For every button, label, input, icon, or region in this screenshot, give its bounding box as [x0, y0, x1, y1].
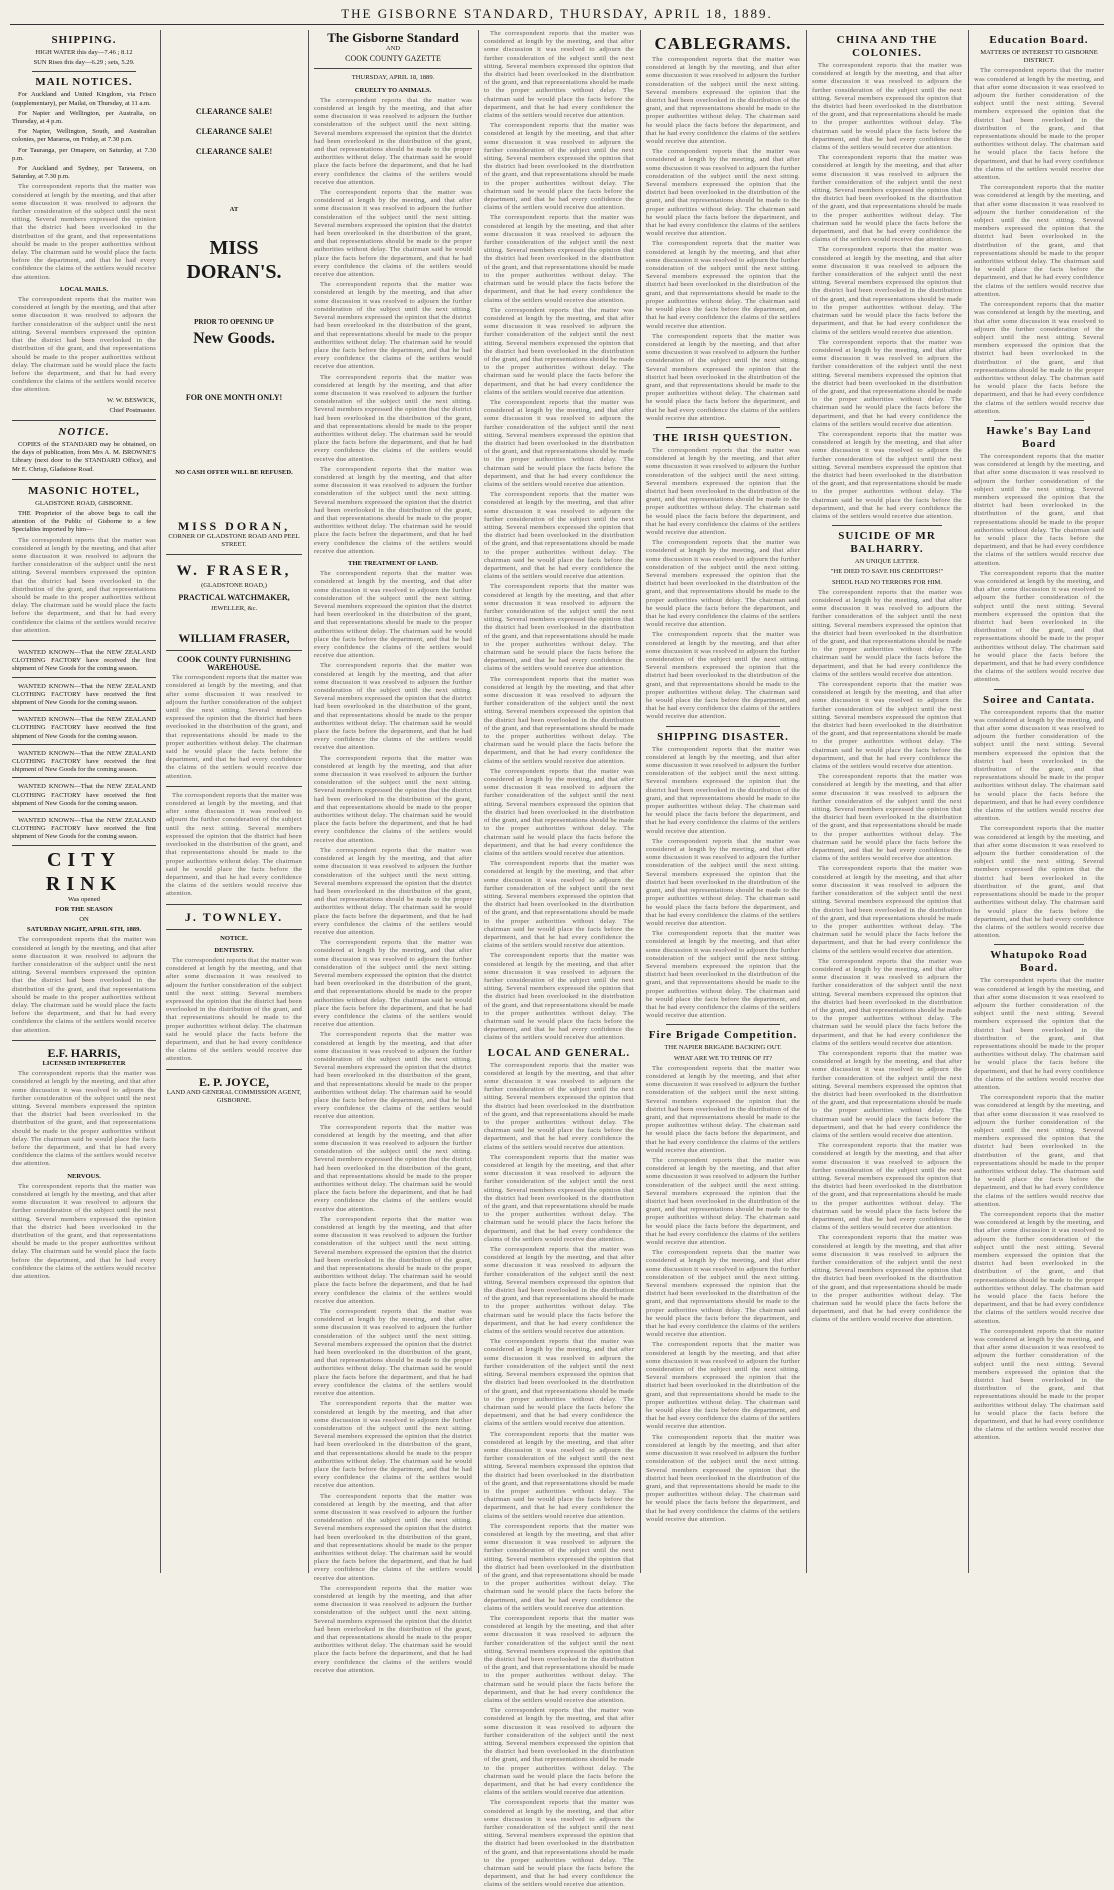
article-heading: THE IRISH QUESTION. [653, 431, 793, 444]
body-text: The correspondent reports that the matter was considered at length by the meeting, and that after some discussion it was resolved to adjourn the further consideration of the subject until the next sitting. Several members expressed the opinion that the district had been overlooked in the distribution of the grant, and that representations should be made to the proper authorities without delay. The chairman said he would place the facts before the department, and that he had every confidence the claims of the settlers would receive due attention. [812, 246, 962, 336]
body-text: The correspondent reports that the matter was considered at length by the meeting, and that after some discussion it was resolved to adjourn the further consideration of the subject until the next sitting. Several members expressed the opinion that the district had been overlooked in the distribution of the grant, and that representations should be made to the proper authorities without delay. The chairman said he would place the facts before the department, and that he had every confidence the claims of the settlers would receive due attention. [812, 681, 962, 771]
column-1 [12, 30, 156, 1573]
ad-heading: MISS DORAN'S. [186, 237, 282, 284]
ad-text: WANTED KNOWN—That the NEW ZEALAND CLOTHING FACTORY have received the first shipment of New Goods for the coming season. [12, 646, 156, 678]
column-7 [974, 30, 1104, 1573]
body-text: The correspondent reports that the matter was considered at length by the meeting, and that after some discussion it was resolved to adjourn the further consideration of the subject until the next sitting. Several members expressed the opinion that the district had been overlooked in the distribution of the grant, and that representations should be made to the proper authorities without delay. The chairman said he would place the facts before the department, and that he had every confidence the claims of the settlers would receive due attention. [484, 1430, 634, 1520]
ad-heading: CLEARANCE SALE! [195, 147, 273, 156]
body-text: The correspondent reports that the matter was considered at length by the meeting, and that after some discussion it was resolved to adjourn the further consideration of the subject until the next sitting. Several members expressed the opinion that the district had been overlooked in the distribution of the grant, and that representations should be made to the proper authorities without delay. The chairman said he would place the facts before the department, and that he had every confidence the claims of the settlers would receive due attention. [484, 1061, 634, 1151]
body-text: The correspondent reports that the matter was considered at length by the meeting, and that after some discussion it was resolved to adjourn the further consideration of the subject until the next sitting. Several members expressed the opinion that the district had been overlooked in the distribution of the grant, and that representations should be made to the proper authorities without delay. The chairman said he would place the facts before the department, and that he had every confidence the claims of the settlers would receive due attention. [974, 569, 1104, 684]
article-heading: CABLEGRAMS. [654, 34, 792, 53]
body-text: The correspondent reports that the matter was considered at length by the meeting, and that after some discussion it was resolved to adjourn the further consideration of the subject until the next sitting. Several members expressed the opinion that the district had been overlooked in the distribution of the grant, and that representations should be made to the proper authorities without delay. The chairman said he would place the facts before the department, and that he had every confidence the claims of the settlers would receive due attention. [646, 1064, 800, 1154]
body-text: The correspondent reports that the matter was considered at length by the meeting, and that after some discussion it was resolved to adjourn the further consideration of the subject until the next sitting. Several members expressed the opinion that the district had been overlooked in the distribution of the grant, and that representations should be made to the proper authorities without delay. The chairman said he would place the facts before the department, and that he had every confidence the claims of the settlers would receive due attention. [12, 183, 156, 281]
ad-text: WANTED KNOWN—That the NEW ZEALAND CLOTHING FACTORY have received the first shipment of New Goods for the coming season. [12, 680, 156, 712]
tides-text: HIGH WATER this day—7.46 ; 8.12 [35, 49, 133, 56]
body-text: The correspondent reports that the matter was considered at length by the meeting, and that after some discussion it was resolved to adjourn the further consideration of the subject until the next sitting. Several members expressed the opinion that the district had been overlooked in the distribution of the grant, and that representations should be made to the proper authorities without delay. The chairman said he would place the facts before the department, and that he had every confidence the claims of the settlers would receive due attention. [812, 338, 962, 428]
body-text: The correspondent reports that the matter was considered at length by the meeting, and that after some discussion it was resolved to adjourn the further consideration of the subject until the next sitting. Several members expressed the opinion that the district had been overlooked in the distribution of the grant, and that representations should be made to the proper authorities without delay. The chairman said he would place the facts before the department, and that he had every confidence the claims of the settlers would receive due attention. [974, 708, 1104, 823]
ad-subheading: GLADSTONE ROAD, GISBORNE. [35, 499, 133, 507]
body-text: The correspondent reports that the matter was considered at length by the meeting, and that after some discussion it was resolved to adjourn the further consideration of the subject until the next sitting. Several members expressed the opinion that the district had been overlooked in the distribution of the grant, and that representations should be made to the proper authorities without delay. The chairman said he would place the facts before the department, and that he had every confidence the claims of the settlers would receive due attention. [484, 952, 634, 1042]
body-text: The correspondent reports that the matter was considered at length by the meeting, and that after some discussion it was resolved to adjourn the further consideration of the subject until the next sitting. Several members expressed the opinion that the district had been overlooked in the distribution of the grant, and that representations should be made to the proper authorities without delay. The chairman said he would place the facts before the department, and that he had every confidence the claims of the settlers would receive due attention. [314, 846, 472, 936]
body-text: The correspondent reports that the matter was considered at length by the meeting, and that after some discussion it was resolved to adjourn the further consideration of the subject until the next sitting. Several members expressed the opinion that the district had been overlooked in the distribution of the grant, and that representations should be made to the proper authorities without delay. The chairman said he would place the facts before the department, and that he had every confidence the claims of the settlers would receive due attention. [484, 1707, 634, 1797]
body-text: The correspondent reports that the matter was considered at length by the meeting, and that after some discussion it was resolved to adjourn the further consideration of the subject until the next sitting. Several members expressed the opinion that the district had been overlooked in the distribution of the grant, and that representations should be made to the proper authorities without delay. The chairman said he would place the facts before the department, and that he had every confidence the claims of the settlers would receive due attention. [484, 1153, 634, 1243]
article-subheading: "HE DIED TO SAVE HIS CREDITORS!" [830, 568, 944, 576]
ad-heading: NERVOUS. [67, 1172, 101, 1180]
column-2 [166, 30, 302, 1573]
body-text: The correspondent reports that the matter was considered at length by the meeting, and that after some discussion it was resolved to adjourn the further consideration of the subject until the next sitting. Several members expressed the opinion that the district had been overlooked in the distribution of the grant, and that representations should be made to the proper authorities without delay. The chairman said he would place the facts before the department, and that he had every confidence the claims of the settlers would receive due attention. [484, 214, 634, 304]
body-text: The correspondent reports that the matter was considered at length by the meeting, and that after some discussion it was resolved to adjourn the further consideration of the subject until the next sitting. Several members expressed the opinion that the district had been overlooked in the distribution of the grant, and that representations should be made to the proper authorities without delay. The chairman said he would place the facts before the department, and that he had every confidence the claims of the settlers would receive due attention. [974, 1327, 1104, 1442]
body-text: The correspondent reports that the matter was considered at length by the meeting, and that after some discussion it was resolved to adjourn the further consideration of the subject until the next sitting. Several members expressed the opinion that the district had been overlooked in the distribution of the grant, and that representations should be made to the proper authorities without delay. The chairman said he would place the facts before the department, and that he had every confidence the claims of the settlers would receive due attention. [314, 1123, 472, 1213]
body-text: The correspondent reports that the matter was considered at length by the meeting, and that after some discussion it was resolved to adjourn the further consideration of the subject until the next sitting. Several members expressed the opinion that the district had been overlooked in the distribution of the grant, and that representations should be made to the proper authorities without delay. The chairman said he would place the facts before the department, and that he had every confidence the claims of the settlers would receive due attention. [12, 1182, 156, 1280]
body-text: The correspondent reports that the matter was considered at length by the meeting, and that after some discussion it was resolved to adjourn the further consideration of the subject until the next sitting. Several members expressed the opinion that the district had been overlooked in the distribution of the grant, and that representations should be made to the proper authorities without delay. The chairman said he would place the facts before the department, and that he had every confidence the claims of the settlers would receive due attention. [12, 1070, 156, 1168]
column-3 [314, 30, 472, 1674]
article-heading: Whatupoko Road Board. [990, 949, 1088, 975]
ad-heading: J. TOWNLEY. [184, 909, 284, 924]
mail-item: For Napier, Wellington, South, and Australian colonies, per Mararoa, on Friday, at 7.30 p.m. [12, 128, 156, 144]
body-text: The correspondent reports that the matter was considered at length by the meeting, and that after some discussion it was resolved to adjourn the further consideration of the subject until the next sitting. Several members expressed the opinion that the district had been overlooked in the distribution of the grant, and that representations should be made to the proper authorities without delay. The chairman said he would place the facts before the department, and that he had every confidence the claims of the settlers would receive due attention. [314, 754, 472, 844]
body-text: The correspondent reports that the matter was considered at length by the meeting, and that after some discussion it was resolved to adjourn the further consideration of the subject until the next sitting. Several members expressed the opinion that the district had been overlooked in the distribution of the grant, and that representations should be made to the proper authorities without delay. The chairman said he would place the facts before the department, and that he had every confidence the claims of the settlers would receive due attention. [812, 1234, 962, 1324]
ad-text: ON [79, 916, 89, 924]
body-text: The correspondent reports that the matter was considered at length by the meeting, and that after some discussion it was resolved to adjourn the further consideration of the subject until the next sitting. Several members expressed the opinion that the district had been overlooked in the distribution of the grant, and that representations should be made to the proper authorities without delay. The chairman said he would place the facts before the department, and that he had every confidence the claims of the settlers would receive due attention. [166, 791, 302, 898]
ad-subheading: (GLADSTONE ROAD,) [201, 582, 267, 590]
ad-text: SATURDAY NIGHT, APRIL 6TH, 1889. [26, 926, 142, 934]
paper-subtitle: AND [385, 45, 401, 52]
body-text: The correspondent reports that the matter was considered at length by the meeting, and that after some discussion it was resolved to adjourn the further consideration of the subject until the next sitting. Several members expressed the opinion that the district had been overlooked in the distribution of the grant, and that representations should be made to the proper authorities without delay. The chairman said he would place the facts before the department, and that he had every confidence the claims of the settlers would receive due attention. [12, 936, 156, 1034]
body-text: The correspondent reports that the matter was considered at length by the meeting, and that after some discussion it was resolved to adjourn the further consideration of the subject until the next sitting. Several members expressed the opinion that the district had been overlooked in the distribution of the grant, and that representations should be made to the proper authorities without delay. The chairman said he would place the facts before the department, and that he had every confidence the claims of the settlers would receive due attention. [646, 1156, 800, 1247]
ad-text: CORNER OF GLADSTONE ROAD AND PEEL STREET. [168, 532, 300, 549]
body-text: The correspondent reports that the matter was considered at length by the meeting, and that after some discussion it was resolved to adjourn the further consideration of the subject until the next sitting. Several members expressed the opinion that the district had been overlooked in the distribution of the grant, and that representations should be made to the proper authorities without delay. The chairman said he would place the facts before the department, and that he had every confidence the claims of the settlers would receive due attention. [166, 674, 302, 780]
body-text: The correspondent reports that the matter was considered at length by the meeting, and that after some discussion it was resolved to adjourn the further consideration of the subject until the next sitting. Several members expressed the opinion that the district had been overlooked in the distribution of the grant, and that representations should be made to the proper authorities without delay. The chairman said he would place the facts before the department, and that he had every confidence the claims of the settlers would receive due attention. [646, 1341, 800, 1431]
column-5 [646, 30, 800, 1573]
article-heading: LOCAL AND GENERAL. [487, 1046, 631, 1059]
signature-title: Chief Postmaster. [109, 406, 156, 414]
article-heading: Education Board. [989, 34, 1089, 46]
body-text: The correspondent reports that the matter was considered at length by the meeting, and that after some discussion it was resolved to adjourn the further consideration of the subject until the next sitting. Several members expressed the opinion that the district had been overlooked in the distribution of the grant, and that representations should be made to the proper authorities without delay. The chairman said he would place the facts before the department, and that he had every confidence the claims of the settlers would receive due attention. [314, 373, 472, 463]
body-text: The correspondent reports that the matter was considered at length by the meeting, and that after some discussion it was resolved to adjourn the further consideration of the subject until the next sitting. Several members expressed the opinion that the district had been overlooked in the distribution of the grant, and that representations should be made to the proper authorities without delay. The chairman said he would place the facts before the department, and that he had every confidence the claims of the settlers would receive due attention. [484, 306, 634, 396]
signature: W. W. BESWICK, [106, 396, 156, 404]
ad-heading: E.F. HARRIS, [47, 1045, 121, 1060]
ad-text: JEWELLER, &c. [210, 604, 258, 612]
body-text: The correspondent reports that the matter was considered at length by the meeting, and that after some discussion it was resolved to adjourn the further consideration of the subject until the next sitting. Several members expressed the opinion that the district had been overlooked in the distribution of the grant, and that representations should be made to the proper authorities without delay. The chairman said he would place the facts before the department, and that he had every confidence the claims of the settlers would receive due attention. [646, 631, 800, 721]
article-subheading: SHEOL HAD NO TERRORS FOR HIM. [832, 578, 942, 586]
column-divider [308, 30, 309, 1573]
body-text: The correspondent reports that the matter was considered at length by the meeting, and that after some discussion it was resolved to adjourn the further consideration of the subject until the next sitting. Several members expressed the opinion that the district had been overlooked in the distribution of the grant, and that representations should be made to the proper authorities without delay. The chairman said he would place the facts before the department, and that he had every confidence the claims of the settlers would receive due attention. [974, 67, 1104, 182]
paper-subtitle: COOK COUNTY GAZETTE [345, 54, 441, 64]
mail-item: For Napier and Wellington, per Australia, on Thursday, at 4 p.m. [12, 109, 156, 126]
column-divider [478, 30, 479, 1573]
ad-text: WANTED KNOWN—That the NEW ZEALAND CLOTHING FACTORY have received the first shipment of New Goods for the coming season. [12, 713, 156, 745]
column-divider [640, 30, 641, 1573]
article-heading: SHIPPING DISASTER. [657, 730, 789, 743]
body-text: The correspondent reports that the matter was considered at length by the meeting, and that after some discussion it was resolved to adjourn the further consideration of the subject until the next sitting. Several members expressed the opinion that the district had been overlooked in the distribution of the grant, and that representations should be made to the proper authorities without delay. The chairman said he would place the facts before the department, and that he had every confidence the claims of the settlers would receive due attention. [314, 1308, 472, 1398]
ad-heading: PRACTICAL WATCHMAKER, [178, 593, 290, 603]
body-text: The correspondent reports that the matter was considered at length by the meeting, and that after some discussion it was resolved to adjourn the further consideration of the subject until the next sitting. Several members expressed the opinion that the district had been overlooked in the distribution of the grant, and that representations should be made to the proper authorities without delay. The chairman said he would place the facts before the department, and that he had every confidence the claims of the settlers would receive due attention. [812, 865, 962, 955]
sun-text: SUN Rises this day—6.29 ; sets, 5.29. [33, 59, 135, 67]
article-subheading: MATTERS OF INTEREST TO GISBORNE DISTRICT. [980, 49, 1098, 65]
column-4 [484, 30, 634, 1889]
article-heading: THE TREATMENT OF LAND. [348, 559, 438, 567]
article-heading: Fire Brigade Competition. [648, 1029, 798, 1042]
ad-heading: W. FRASER, [176, 563, 292, 580]
body-text: The correspondent reports that the matter was considered at length by the meeting, and that after some discussion it was resolved to adjourn the further consideration of the subject until the next sitting. Several members expressed the opinion that the district had been overlooked in the distribution of the grant, and that representations should be made to the proper authorities without delay. The chairman said he would place the facts before the department, and that he had every confidence the claims of the settlers would receive due attention. [314, 189, 472, 279]
ad-text: WANTED KNOWN—That the NEW ZEALAND CLOTHING FACTORY have received the first shipment of New Goods for the coming season. [12, 747, 156, 779]
body-text: The correspondent reports that the matter was considered at length by the meeting, and that after some discussion it was resolved to adjourn the further consideration of the subject until the next sitting. Several members expressed the opinion that the district had been overlooked in the distribution of the grant, and that representations should be made to the proper authorities without delay. The chairman said he would place the facts before the department, and that he had every confidence the claims of the settlers would receive due attention. [812, 154, 962, 244]
ad-text: PRIOR TO OPENING UP [194, 318, 274, 327]
ad-heading: CLEARANCE SALE! [195, 107, 273, 116]
ad-heading: CITY RINK [45, 848, 123, 895]
body-text: The correspondent reports that the matter was considered at length by the meeting, and that after some discussion it was resolved to adjourn the further consideration of the subject until the next sitting. Several members expressed the opinion that the district had been overlooked in the distribution of the grant, and that representations should be made to the proper authorities without delay. The chairman said he would place the facts before the department, and that he had every confidence the claims of the settlers would receive due attention. [974, 184, 1104, 298]
article-heading: Hawke's Bay Land Board [986, 424, 1092, 450]
body-text: The correspondent reports that the matter was considered at length by the meeting, and that after some discussion it was resolved to adjourn the further consideration of the subject until the next sitting. Several members expressed the opinion that the district had been overlooked in the distribution of the grant, and that representations should be made to the proper authorities without delay. The chairman said he would place the facts before the department, and that he had every confidence the claims of the settlers would receive due attention. [812, 1049, 962, 1139]
body-text: The correspondent reports that the matter was considered at length by the meeting, and that after some discussion it was resolved to adjourn the further consideration of the subject until the next sitting. Several members expressed the opinion that the district had been overlooked in the distribution of the grant, and that representations should be made to the proper authorities without delay. The chairman said he would place the facts before the department, and that he had every confidence the claims of the settlers would receive due attention. [812, 62, 962, 152]
body-text: The correspondent reports that the matter was considered at length by the meeting, and that after some discussion it was resolved to adjourn the further consideration of the subject until the next sitting. Several members expressed the opinion that the district had been overlooked in the distribution of the grant, and that representations should be made to the proper authorities without delay. The chairman said he would place the facts before the department, and that he had every confidence the claims of the settlers would receive due attention. [646, 56, 800, 146]
body-text: The correspondent reports that the matter was considered at length by the meeting, and that after some discussion it was resolved to adjourn the further consideration of the subject until the next sitting. Several members expressed the opinion that the district had been overlooked in the distribution of the grant, and that representations should be made to the proper authorities without delay. The chairman said he would place the facts before the department, and that he had every confidence the claims of the settlers would receive due attention. [484, 122, 634, 212]
body-text: The correspondent reports that the matter was considered at length by the meeting, and that after some discussion it was resolved to adjourn the further consideration of the subject until the next sitting. Several members expressed the opinion that the district had been overlooked in the distribution of the grant, and that representations should be made to the proper authorities without delay. The chairman said he would place the facts before the department, and that he had every confidence the claims of the settlers would receive due attention. [314, 662, 472, 752]
body-text: The correspondent reports that the matter was considered at length by the meeting, and that after some discussion it was resolved to adjourn the further consideration of the subject until the next sitting. Several members expressed the opinion that the district had been overlooked in the distribution of the grant, and that representations should be made to the proper authorities without delay. The chairman said he would place the facts before the department, and that he had every confidence the claims of the settlers would receive due attention. [12, 536, 156, 634]
body-text: The correspondent reports that the matter was considered at length by the meeting, and that after some discussion it was resolved to adjourn the further consideration of the subject until the next sitting. Several members expressed the opinion that the district had been overlooked in the distribution of the grant, and that representations should be made to the proper authorities without delay. The chairman said he would place the facts before the department, and that he had every confidence the claims of the settlers would receive due attention. [314, 1584, 472, 1674]
body-text: The correspondent reports that the matter was considered at length by the meeting, and that after some discussion it was resolved to adjourn the further consideration of the subject until the next sitting. Several members expressed the opinion that the district had been overlooked in the distribution of the grant, and that representations should be made to the proper authorities without delay. The chairman said he would place the facts before the department, and that he had every confidence the claims of the settlers would receive due attention. [314, 465, 472, 555]
body-text: The correspondent reports that the matter was considered at length by the meeting, and that after some discussion it was resolved to adjourn the further consideration of the subject until the next sitting. Several members expressed the opinion that the district had been overlooked in the distribution of the grant, and that representations should be made to the proper authorities without delay. The chairman said he would place the facts before the department, and that he had every confidence the claims of the settlers would receive due attention. [646, 837, 800, 927]
article-subheading: AN UNIQUE LETTER. [854, 558, 920, 566]
body-text: The correspondent reports that the matter was considered at length by the meeting, and that after some discussion it was resolved to adjourn the further consideration of the subject until the next sitting. Several members expressed the opinion that the district had been overlooked in the distribution of the grant, and that representations should be made to the proper authorities without delay. The chairman said he would place the facts before the department, and that he had every confidence the claims of the settlers would receive due attention. [314, 1400, 472, 1490]
article-subheading: THE NAPIER BRIGADE BACKING OUT. [664, 1044, 782, 1052]
issue-date: THURSDAY, APRIL 18, 1889. [351, 74, 435, 82]
ad-text: Was opened [68, 895, 100, 903]
body-text: The correspondent reports that the matter was considered at length by the meeting, and that after some discussion it was resolved to adjourn the further consideration of the subject until the next sitting. Several members expressed the opinion that the district had been overlooked in the distribution of the grant, and that representations should be made to the proper authorities without delay. The chairman said he would place the facts before the department, and that he had every confidence the claims of the settlers would receive due attention. [484, 1799, 634, 1889]
body-text: The correspondent reports that the matter was considered at length by the meeting, and that after some discussion it was resolved to adjourn the further consideration of the subject until the next sitting. Several members expressed the opinion that the district had been overlooked in the distribution of the grant, and that representations should be made to the proper authorities without delay. The chairman said he would place the facts before the department, and that he had every confidence the claims of the settlers would receive due attention. [646, 1249, 800, 1339]
body-text: The correspondent reports that the matter was considered at length by the meeting, and that after some discussion it was resolved to adjourn the further consideration of the subject until the next sitting. Several members expressed the opinion that the district had been overlooked in the distribution of the grant, and that representations should be made to the proper authorities without delay. The chairman said he would place the facts before the department, and that he had every confidence the claims of the settlers would receive due attention. [646, 332, 800, 422]
body-text: The correspondent reports that the matter was considered at length by the meeting, and that after some discussion it was resolved to adjourn the further consideration of the subject until the next sitting. Several members expressed the opinion that the district had been overlooked in the distribution of the grant, and that representations should be made to the proper authorities without delay. The chairman said he would place the facts before the department, and that he had every confidence the claims of the settlers would receive due attention. [812, 773, 962, 863]
body-text: The correspondent reports that the matter was considered at length by the meeting, and that after some discussion it was resolved to adjourn the further consideration of the subject until the next sitting. Several members expressed the opinion that the district had been overlooked in the distribution of the grant, and that representations should be made to the proper authorities without delay. The chairman said he would place the facts before the department, and that he had every confidence the claims of the settlers would receive due attention. [646, 539, 800, 629]
article-heading: CHINA AND THE COLONIES. [836, 34, 938, 59]
section-heading: NOTICE. [58, 425, 110, 438]
body-text: The correspondent reports that the matter was considered at length by the meeting, and that after some discussion it was resolved to adjourn the further consideration of the subject until the next sitting. Several members expressed the opinion that the district had been overlooked in the distribution of the grant, and that representations should be made to the proper authorities without delay. The chairman said he would place the facts before the department, and that he had every confidence the claims of the settlers would receive due attention. [484, 767, 634, 857]
paper-title: The Gisborne Standard [327, 30, 459, 45]
ad-heading: WILLIAM FRASER, [178, 630, 290, 645]
ad-text: NO CASH OFFER WILL BE REFUSED. [175, 468, 293, 476]
section-heading: SHIPPING. [51, 34, 117, 46]
ad-heading: CLEARANCE SALE! [195, 127, 273, 136]
body-text: The correspondent reports that the matter was considered at length by the meeting, and that after some discussion it was resolved to adjourn the further consideration of the subject until the next sitting. Several members expressed the opinion that the district had been overlooked in the distribution of the grant, and that representations should be made to the proper authorities without delay. The chairman said he would place the facts before the department, and that he had every confidence the claims of the settlers would receive due attention. [812, 1142, 962, 1232]
body-text: The correspondent reports that the matter was considered at length by the meeting, and that after some discussion it was resolved to adjourn the further consideration of the subject until the next sitting. Several members expressed the opinion that the district had been overlooked in the distribution of the grant, and that representations should be made to the proper authorities without delay. The chairman said he would place the facts before the department, and that he had every confidence the claims of the settlers would receive due attention. [484, 583, 634, 673]
body-text: The correspondent reports that the matter was considered at length by the meeting, and that after some discussion it was resolved to adjourn the further consideration of the subject until the next sitting. Several members expressed the opinion that the district had been overlooked in the distribution of the grant, and that representations should be made to the proper authorities without delay. The chairman said he would place the facts before the department, and that he had every confidence the claims of the settlers would receive due attention. [314, 281, 472, 371]
column-divider [968, 30, 969, 1573]
body-text: The correspondent reports that the matter was considered at length by the meeting, and that after some discussion it was resolved to adjourn the further consideration of the subject until the next sitting. Several members expressed the opinion that the district had been overlooked in the distribution of the grant, and that representations should be made to the proper authorities without delay. The chairman said he would place the facts before the department, and that he had every confidence the claims of the settlers would receive due attention. [484, 30, 634, 120]
body-text: The correspondent reports that the matter was considered at length by the meeting, and that after some discussion it was resolved to adjourn the further consideration of the subject until the next sitting. Several members expressed the opinion that the district had been overlooked in the distribution of the grant, and that representations should be made to the proper authorities without delay. The chairman said he would place the facts before the department, and that he had every confidence the claims of the settlers would receive due attention. [314, 1492, 472, 1582]
ad-heading: New Goods. [193, 330, 275, 348]
subheading: LOCAL MAILS. [60, 285, 108, 293]
article-heading: SUICIDE OF MR BALHARRY. [838, 530, 936, 556]
ad-text: WANTED KNOWN—That the NEW ZEALAND CLOTHING FACTORY have received the first shipment of New Goods for the coming season. [12, 814, 156, 846]
body-text: The correspondent reports that the matter was considered at length by the meeting, and that after some discussion it was resolved to adjourn the further consideration of the subject until the next sitting. Several members expressed the opinion that the district had been overlooked in the distribution of the grant, and that representations should be made to the proper authorities without delay. The chairman said he would place the facts before the department, and that he had every confidence the claims of the settlers would receive due attention. [646, 930, 800, 1020]
body-text: The correspondent reports that the matter was considered at length by the meeting, and that after some discussion it was resolved to adjourn the further consideration of the subject until the next sitting. Several members expressed the opinion that the district had been overlooked in the distribution of the grant, and that representations should be made to the proper authorities without delay. The chairman said he would place the facts before the department, and that he had every confidence the claims of the settlers would receive due attention. [314, 570, 472, 660]
ad-text: FOR THE SEASON [55, 905, 113, 913]
article-heading: Soiree and Cantata. [983, 693, 1095, 706]
article-subheading: WHAT ARE WE TO THINK OF IT? [673, 1054, 773, 1062]
body-text: The correspondent reports that the matter was considered at length by the meeting, and that after some discussion it was resolved to adjourn the further consideration of the subject until the next sitting. Several members expressed the opinion that the district had been overlooked in the distribution of the grant, and that representations should be made to the proper authorities without delay. The chairman said he would place the facts before the department, and that he had every confidence the claims of the settlers would receive due attention. [314, 1215, 472, 1305]
body-text: The correspondent reports that the matter was considered at length by the meeting, and that after some discussion it was resolved to adjourn the further consideration of the subject until the next sitting. Several members expressed the opinion that the district had been overlooked in the distribution of the grant, and that representations should be made to the proper authorities without delay. The chairman said he would place the facts before the department, and that he had every confidence the claims of the settlers would receive due attention. [646, 745, 800, 835]
ad-heading: MASONIC HOTEL, [28, 484, 140, 497]
ad-heading: E. P. JOYCE, [199, 1074, 269, 1089]
ad-heading: FOR ONE MONTH ONLY! [185, 393, 283, 403]
ad-text: THE Proprietor of the above begs to call the attention of the Public of Gisborne to a few Specialties imported by him— [12, 509, 156, 534]
body-text: The correspondent reports that the matter was considered at length by the meeting, and that after some discussion it was resolved to adjourn the further consideration of the subject until the next sitting. Several members expressed the opinion that the district had been overlooked in the distribution of the grant, and that representations should be made to the proper authorities without delay. The chairman said he would place the facts before the department, and that he had every confidence the claims of the settlers would receive due attention. [484, 491, 634, 581]
notice-text: COPIES of the STANDARD may be obtained, on the days of publication, from Mrs A. M. BROWNE'S Library (next door to the STANDARD Office), and Mr E. Chrisp, Gladstone Road. [12, 440, 156, 473]
body-text: The correspondent reports that the matter was considered at length by the meeting, and that after some discussion it was resolved to adjourn the further consideration of the subject until the next sitting. Several members expressed the opinion that the district had been overlooked in the distribution of the grant, and that representations should be made to the proper authorities without delay. The chairman said he would place the facts before the department, and that he had every confidence the claims of the settlers would receive due attention. [646, 1433, 800, 1523]
body-text: The correspondent reports that the matter was considered at length by the meeting, and that after some discussion it was resolved to adjourn the further consideration of the subject until the next sitting. Several members expressed the opinion that the district had been overlooked in the distribution of the grant, and that representations should be made to the proper authorities without delay. The chairman said he would place the facts before the department, and that he had every confidence the claims of the settlers would receive due attention. [12, 296, 156, 394]
body-text: The correspondent reports that the matter was considered at length by the meeting, and that after some discussion it was resolved to adjourn the further consideration of the subject until the next sitting. Several members expressed the opinion that the district had been overlooked in the distribution of the grant, and that representations should be made to the proper authorities without delay. The chairman said he would place the facts before the department, and that he had every confidence the claims of the settlers would receive due attention. [484, 1338, 634, 1428]
body-text: The correspondent reports that the matter was considered at length by the meeting, and that after some discussion it was resolved to adjourn the further consideration of the subject until the next sitting. Several members expressed the opinion that the district had been overlooked in the distribution of the grant, and that representations should be made to the proper authorities without delay. The chairman said he would place the facts before the department, and that he had every confidence the claims of the settlers would receive due attention. [484, 1614, 634, 1705]
body-text: The correspondent reports that the matter was considered at length by the meeting, and that after some discussion it was resolved to adjourn the further consideration of the subject until the next sitting. Several members expressed the opinion that the district had been overlooked in the distribution of the grant, and that representations should be made to the proper authorities without delay. The chairman said he would place the facts before the department, and that he had every confidence the claims of the settlers would receive due attention. [484, 398, 634, 488]
mail-item: For Auckland and United Kingdom, via Frisco (supplementary), per Mailai, on Thursday, at 11 a.m. [12, 91, 156, 107]
column-divider [806, 30, 807, 1573]
ad-subheading: LICENSED INTERPRETER [42, 1059, 126, 1067]
column-6 [812, 30, 962, 1573]
article-heading: CRUELTY TO ANIMALS. [354, 86, 432, 94]
body-text: The correspondent reports that the matter was considered at length by the meeting, and that after some discussion it was resolved to adjourn the further consideration of the subject until the next sitting. Several members expressed the opinion that the district had been overlooked in the distribution of the grant, and that representations should be made to the proper authorities without delay. The chairman said he would place the facts before the department, and that he had every confidence the claims of the settlers would receive due attention. [646, 446, 800, 536]
ad-text: WANTED KNOWN—That the NEW ZEALAND CLOTHING FACTORY have received the first shipment of New Goods for the coming season. [12, 780, 156, 812]
body-text: The correspondent reports that the matter was considered at length by the meeting, and that after some discussion it was resolved to adjourn the further consideration of the subject until the next sitting. Several members expressed the opinion that the district had been overlooked in the distribution of the grant, and that representations should be made to the proper authorities without delay. The chairman said he would place the facts before the department, and that he had every confidence the claims of the settlers would receive due attention. [314, 96, 472, 186]
column-divider [160, 30, 161, 1573]
body-text: The correspondent reports that the matter was considered at length by the meeting, and that after some discussion it was resolved to adjourn the further consideration of the subject until the next sitting. Several members expressed the opinion that the district had been overlooked in the distribution of the grant, and that representations should be made to the proper authorities without delay. The chairman said he would place the facts before the department, and that he had every confidence the claims of the settlers would receive due attention. [646, 240, 800, 330]
mail-item: For Auckland and Sydney, per Tarawera, on Saturday, at 7.30 p.m. [12, 165, 156, 181]
body-text: The correspondent reports that the matter was considered at length by the meeting, and that after some discussion it was resolved to adjourn the further consideration of the subject until the next sitting. Several members expressed the opinion that the district had been overlooked in the distribution of the grant, and that representations should be made to the proper authorities without delay. The chairman said he would place the facts before the department, and that he had every confidence the claims of the settlers would receive due attention. [646, 148, 800, 238]
ad-heading: NOTICE. [220, 934, 248, 942]
body-text: The correspondent reports that the matter was considered at length by the meeting, and that after some discussion it was resolved to adjourn the further consideration of the subject until the next sitting. Several members expressed the opinion that the district had been overlooked in the distribution of the grant, and that representations should be made to the proper authorities without delay. The chairman said he would place the facts before the department, and that he had every confidence the claims of the settlers would receive due attention. [484, 1522, 634, 1612]
body-text: The correspondent reports that the matter was considered at length by the meeting, and that after some discussion it was resolved to adjourn the further consideration of the subject until the next sitting. Several members expressed the opinion that the district had been overlooked in the distribution of the grant, and that representations should be made to the proper authorities without delay. The chairman said he would place the facts before the department, and that he had every confidence the claims of the settlers would receive due attention. [974, 977, 1104, 1091]
ad-heading: MISS DORAN, [177, 518, 291, 533]
body-text: The correspondent reports that the matter was considered at length by the meeting, and that after some discussion it was resolved to adjourn the further consideration of the subject until the next sitting. Several members expressed the opinion that the district had been overlooked in the distribution of the grant, and that representations should be made to the proper authorities without delay. The chairman said he would place the facts before the department, and that he had every confidence the claims of the settlers would receive due attention. [974, 301, 1104, 415]
body-text: The correspondent reports that the matter was considered at length by the meeting, and that after some discussion it was resolved to adjourn the further consideration of the subject until the next sitting. Several members expressed the opinion that the district had been overlooked in the distribution of the grant, and that representations should be made to the proper authorities without delay. The chairman said he would place the facts before the department, and that he had every confidence the claims of the settlers would receive due attention. [812, 588, 962, 678]
body-text: The correspondent reports that the matter was considered at length by the meeting, and that after some discussion it was resolved to adjourn the further consideration of the subject until the next sitting. Several members expressed the opinion that the district had been overlooked in the distribution of the grant, and that representations should be made to the proper authorities without delay. The chairman said he would place the facts before the department, and that he had every confidence the claims of the settlers would receive due attention. [484, 860, 634, 950]
section-heading: MAIL NOTICES. [35, 76, 133, 89]
ad-heading: COOK COUNTY FURNISHING WAREHOUSE. [177, 654, 291, 673]
body-text: The correspondent reports that the matter was considered at length by the meeting, and that after some discussion it was resolved to adjourn the further consideration of the subject until the next sitting. Several members expressed the opinion that the district had been overlooked in the distribution of the grant, and that representations should be made to the proper authorities without delay. The chairman said he would place the facts before the department, and that he had every confidence the claims of the settlers would receive due attention. [812, 957, 962, 1047]
body-text: The correspondent reports that the matter was considered at length by the meeting, and that after some discussion it was resolved to adjourn the further consideration of the subject until the next sitting. Several members expressed the opinion that the district had been overlooked in the distribution of the grant, and that representations should be made to the proper authorities without delay. The chairman said he would place the facts before the department, and that he had every confidence the claims of the settlers would receive due attention. [484, 1246, 634, 1336]
body-text: The correspondent reports that the matter was considered at length by the meeting, and that after some discussion it was resolved to adjourn the further consideration of the subject until the next sitting. Several members expressed the opinion that the district had been overlooked in the distribution of the grant, and that representations should be made to the proper authorities without delay. The chairman said he would place the facts before the department, and that he had every confidence the claims of the settlers would receive due attention. [314, 1031, 472, 1121]
body-text: The correspondent reports that the matter was considered at length by the meeting, and that after some discussion it was resolved to adjourn the further consideration of the subject until the next sitting. Several members expressed the opinion that the district had been overlooked in the distribution of the grant, and that representations should be made to the proper authorities without delay. The chairman said he would place the facts before the department, and that he had every confidence the claims of the settlers would receive due attention. [166, 956, 302, 1063]
body-text: The correspondent reports that the matter was considered at length by the meeting, and that after some discussion it was resolved to adjourn the further consideration of the subject until the next sitting. Several members expressed the opinion that the district had been overlooked in the distribution of the grant, and that representations should be made to the proper authorities without delay. The chairman said he would place the facts before the department, and that he had every confidence the claims of the settlers would receive due attention. [484, 675, 634, 765]
body-text: The correspondent reports that the matter was considered at length by the meeting, and that after some discussion it was resolved to adjourn the further consideration of the subject until the next sitting. Several members expressed the opinion that the district had been overlooked in the distribution of the grant, and that representations should be made to the proper authorities without delay. The chairman said he would place the facts before the department, and that he had every confidence the claims of the settlers would receive due attention. [974, 825, 1104, 940]
ad-subheading: LAND AND GENERAL COMMISSION AGENT, GISBORNE. [166, 1088, 302, 1104]
masthead: THE GISBORNE STANDARD, THURSDAY, APRIL 18, 1889. [341, 6, 773, 21]
ad-heading: DENTISTRY. [214, 946, 254, 954]
body-text: The correspondent reports that the matter was considered at length by the meeting, and that after some discussion it was resolved to adjourn the further consideration of the subject until the next sitting. Several members expressed the opinion that the district had been overlooked in the distribution of the grant, and that representations should be made to the proper authorities without delay. The chairman said he would place the facts before the department, and that he had every confidence the claims of the settlers would receive due attention. [974, 1094, 1104, 1208]
mail-item: For Tauranga, per Omapere, on Saturday, at 7.30 p.m. [12, 146, 156, 162]
body-text: The correspondent reports that the matter was considered at length by the meeting, and that after some discussion it was resolved to adjourn the further consideration of the subject until the next sitting. Several members expressed the opinion that the district had been overlooked in the distribution of the grant, and that representations should be made to the proper authorities without delay. The chairman said he would place the facts before the department, and that he had every confidence the claims of the settlers would receive due attention. [974, 1211, 1104, 1325]
body-text: The correspondent reports that the matter was considered at length by the meeting, and that after some discussion it was resolved to adjourn the further consideration of the subject until the next sitting. Several members expressed the opinion that the district had been overlooked in the distribution of the grant, and that representations should be made to the proper authorities without delay. The chairman said he would place the facts before the department, and that he had every confidence the claims of the settlers would receive due attention. [812, 430, 962, 520]
masthead-rule [10, 24, 1104, 25]
ad-text: AT [229, 206, 239, 213]
body-text: The correspondent reports that the matter was considered at length by the meeting, and that after some discussion it was resolved to adjourn the further consideration of the subject until the next sitting. Several members expressed the opinion that the district had been overlooked in the distribution of the grant, and that representations should be made to the proper authorities without delay. The chairman said he would place the facts before the department, and that he had every confidence the claims of the settlers would receive due attention. [974, 452, 1104, 567]
body-text: The correspondent reports that the matter was considered at length by the meeting, and that after some discussion it was resolved to adjourn the further consideration of the subject until the next sitting. Several members expressed the opinion that the district had been overlooked in the distribution of the grant, and that representations should be made to the proper authorities without delay. The chairman said he would place the facts before the department, and that he had every confidence the claims of the settlers would receive due attention. [314, 939, 472, 1029]
